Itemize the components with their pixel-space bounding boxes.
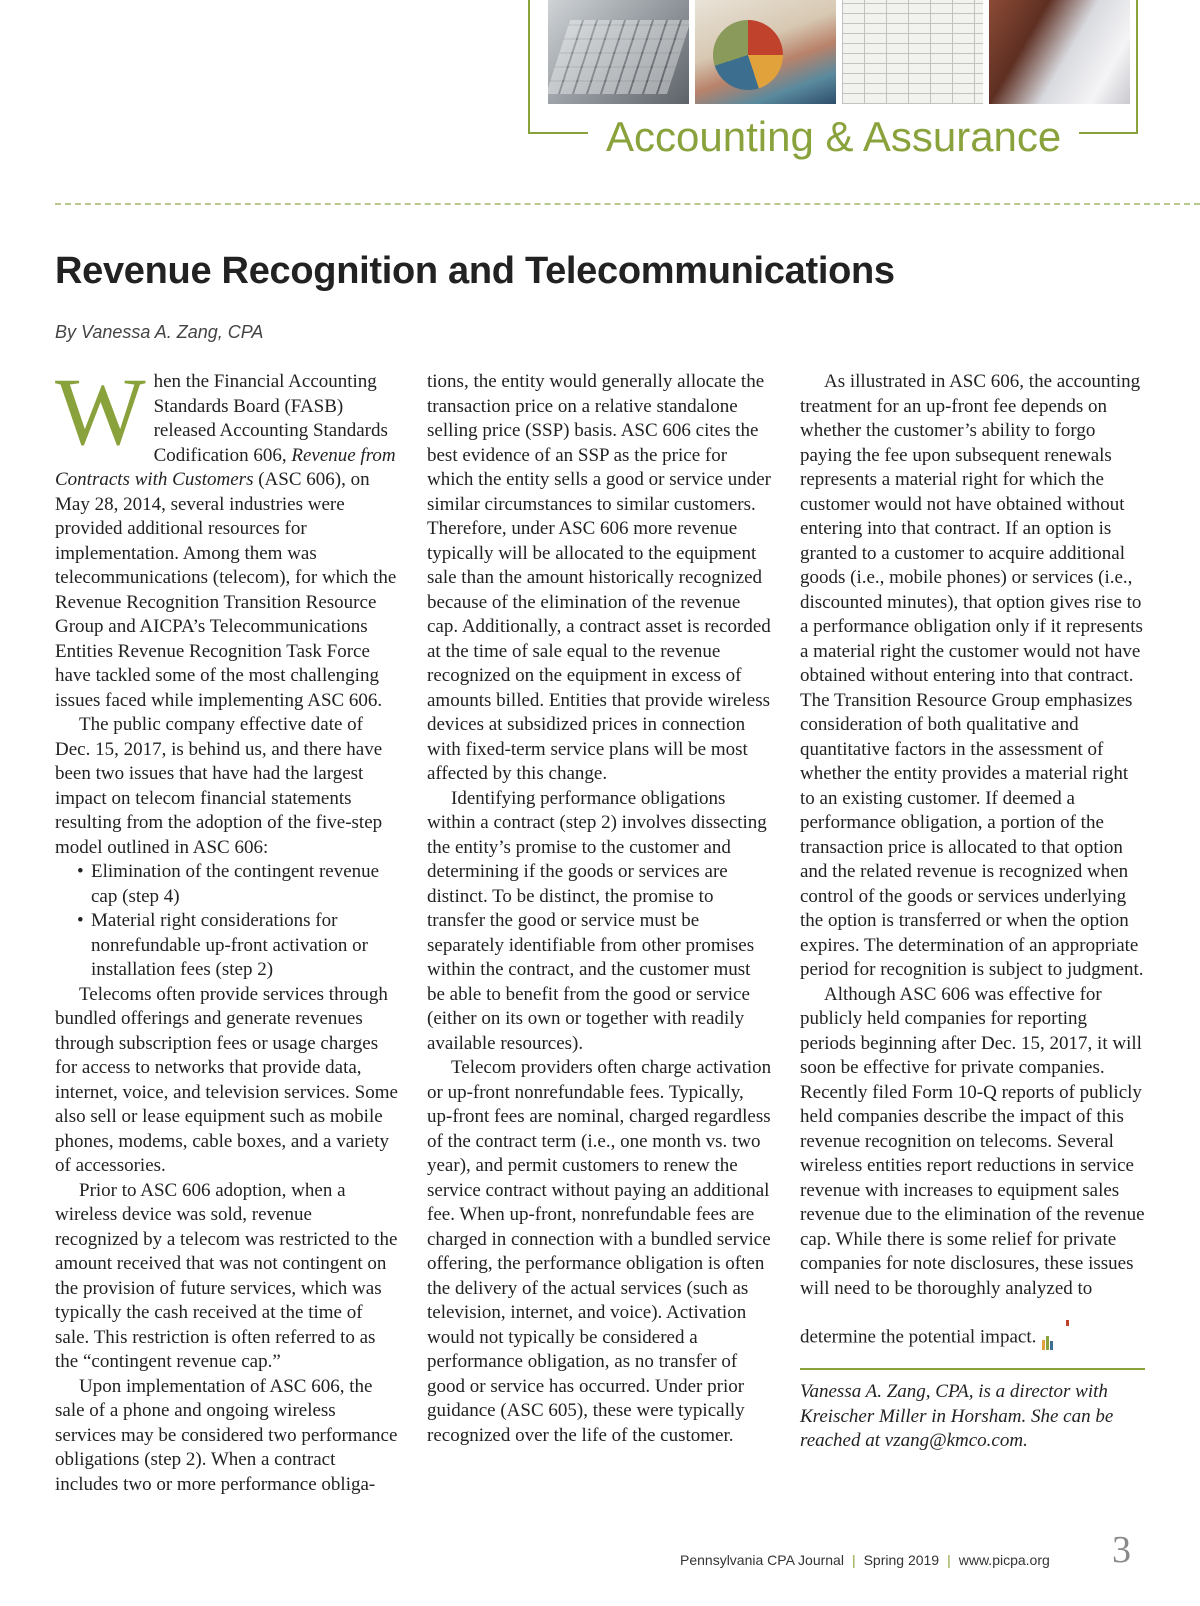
page-footer (680, 1552, 1050, 1568)
list-item: • Elimination of the contingent revenue cap (step 4) (91, 860, 400, 909)
drop-cap: W (55, 358, 146, 465)
paragraph: Identifying performance obligations within a contract (step 2) involves dissecting the entity’s promise to the customer and determining if the goods or services are distinct. To be distinct, the promise to transfer the good or service must be separately identifiable from other promises within the contract, and the customer must be able to benefit from the good or service (either on its own or together with readily available resources). (427, 787, 767, 1054)
bio-divider (800, 1368, 1145, 1370)
paragraph: Telecom providers often charge activation or up-front nonrefundable fees. Typically, up-front fees are nominal, charged regardless of the contract term (i.e., one month vs. two year), and permit customers to renew the service contract without paying an additional fee. When up-front, nonrefundable fees are charged in connection with a bundled service offering, the performance obligation is often the delivery of the actual services (such as television, internet, and voice). Activation would not typically be considered a performance obligation, as no transfer of good or service has occurred. Under prior guidance (ASC 605), these were typically recognized over the life of the customer. (427, 1057, 772, 1446)
section-title: Accounting & Assurance (588, 110, 1079, 164)
publication-name: Pennsylvania CPA Journal (680, 1552, 844, 1568)
paragraph: Telecoms often provide services through bundled offerings and generate revenues through subscription fees or usage charges for access to networks that provide data, internet, voice, and television services. Some also sell or lease equipment such as mobile phones, modems, cable boxes, and a variety of accessories. (55, 983, 398, 1176)
paragraph: Upon implementation of ASC 606, the sale of a phone and ongoing wireless services may be considered two performance obligations (step 2). When a contract includes two or more performance obliga- (55, 1375, 398, 1495)
paragraph: As illustrated in ASC 606, the accounting treatment for an up-front fee depends on whether the customer’s ability to forgo paying the fee upon subsequent renewals represents a material right for which the customer would not have obtained without entering into that contract. If an option is granted to a customer to acquire additional goods (i.e., mobile phones) or services (i.e., discounted minutes), that option gives rise to a performance obligation only if it represents a material right the customer would not have obtained without entering into that contract. The Transition Resource Group emphasizes consideration of both qualitative and quantitative factors in the assessment of whether the entity provides a material right to an existing customer. If deemed a performance obligation, a portion of the transaction price is allocated to that option and the related revenue is recognized when control of the goods or services underlying the option is transferred or when the option expires. The determination of an appropriate period for recognition is subject to judgment. (800, 371, 1144, 980)
article-title: Revenue Recognition and Telecommunications (55, 250, 895, 292)
intro-paragraph: When the Financial Accounting Standards Board (FASB) released Accounting Standards Codification 606, Revenue from Contracts with Customers (ASC 606), on May 28, 2014, several industries were provided additional resources for implementation. Among them was telecommunications (telecom), for which the Revenue Recognition Transition Resource Group and AICPA’s Telecommunications Entities Revenue Recognition Task Force have tackled some of the most challenging issues faced while implementing ASC 606. (55, 358, 397, 711)
paragraph: Although ASC 606 was effective for publicly held companies for reporting periods beginning after Dec. 15, 2017, it will soon be effective for private companies. Recently filed Form 10-Q reports of publicly held companies describe the impact of this revenue recognition on telecoms. Several wireless entities report reductions in service revenue with increases to equipment sales revenue due to the elimination of the revenue cap. While there is some relief for private companies for note disclosures, these issues will need to be thoroughly analyzed to determine the potential impact. (800, 983, 1145, 1351)
author-bio: Vanessa A. Zang, CPA, is a director with Kreischer Miller in Horsham. She can be reached at vzang@kmco.com. (800, 1381, 1114, 1451)
list-item: • Material right considerations for nonrefundable up-front activation or installation fees (step 2) (91, 909, 400, 983)
footer-separator: | (947, 1552, 951, 1568)
issue-list (55, 860, 400, 983)
footer-separator: | (851, 1552, 856, 1568)
paragraph-continued: tions, the entity would generally allocate the transaction price on a relative standalone selling price (SSP) basis. ASC 606 cites the best evidence of an SSP as the price for which the entity sells a good or service under similar circumstances to similar customers. Therefore, under ASC 606 more revenue typically will be allocated to the equipment sale than the amount historically recognized because of the elimination of the revenue cap. Additionally, a contract asset is recorded at the time of sale equal to the revenue recognized on the equipment in excess of amounts billed. Entities that provide wireless devices at subsidized prices in connection with fixed-term service plans will be most affected by this change. (427, 371, 772, 784)
article-column-2 (427, 370, 772, 1448)
page-number: 3 (1112, 1529, 1131, 1571)
paragraph: The public company effective date of Dec. 15, 2017, is behind us, and there have been two issues that have had the largest impact on telecom financial statements resulting from the adoption of the five-step model outlined in ASC 606: (55, 714, 383, 858)
paragraph: Prior to ASC 606 adoption, when a wireless device was sold, revenue recognized by a telecom was restricted to the amount received that was not contingent on the provision of future services, which was typically the cash received at the time of sale. This restriction is often referred to as the “contingent revenue cap.” (55, 1179, 398, 1372)
article-column-1 (55, 358, 400, 1497)
byline: By Vanessa A. Zang, CPA (55, 322, 264, 342)
issue-date: Spring 2019 (863, 1552, 940, 1568)
end-mark-icon (1042, 1301, 1064, 1317)
website-link[interactable]: www.picpa.org (958, 1552, 1050, 1568)
article-column-3 (800, 370, 1145, 1454)
standard-title: Revenue from Contracts with Customers (55, 444, 396, 490)
dashed-divider (55, 203, 1200, 205)
